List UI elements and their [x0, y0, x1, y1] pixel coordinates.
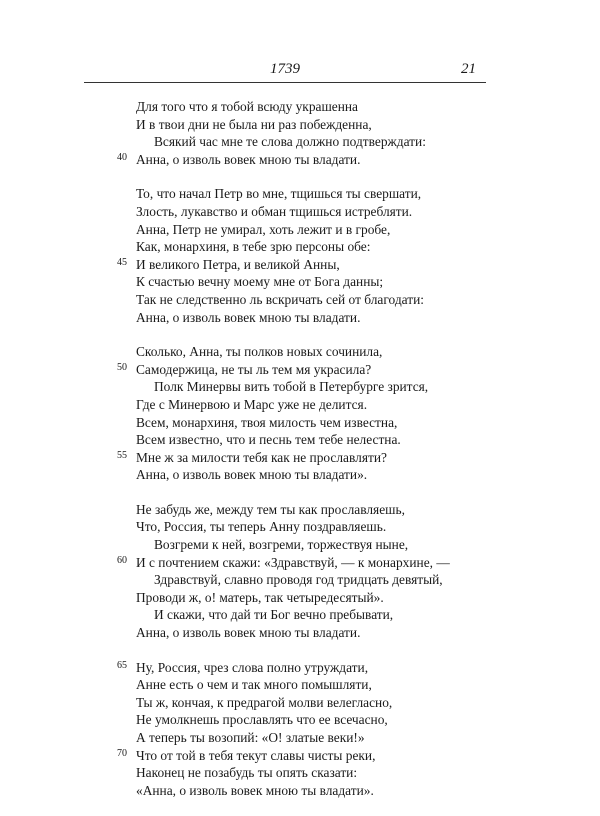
verse-line [136, 378, 496, 396]
verse-line [117, 449, 496, 467]
verse-line [136, 291, 496, 309]
verse-text: Всем известно, что и песнь тем тебе нелестна. [136, 432, 401, 448]
verse-text: Мне ж за милости тебя как не прославляти? [136, 449, 387, 465]
verse-line [136, 764, 496, 782]
verse-text: Анна, о изволь вовек мною ты владати. [136, 151, 361, 167]
verse-text: Анна, Петр не умирал, хоть лежит и в гробе, [136, 221, 391, 237]
stanza [117, 501, 496, 642]
verse-text: Для того что я тобой всюду украшенна [136, 99, 358, 114]
verse-text: И в твои дни не была ни раз побежденна, [136, 116, 372, 132]
verse-text: Самодержица, не ты ль тем мя украсила? [136, 361, 372, 377]
verse-text: Возгреми к ней, возгреми, торжествуя ныне, [154, 537, 409, 553]
verse-line [136, 238, 496, 256]
poem-body [117, 98, 496, 816]
line-number: 50 [117, 361, 127, 373]
line-number: 65 [117, 659, 127, 671]
line-number: 60 [117, 554, 127, 566]
verse-text: Так не следственно ль вскричать сей от благодати: [136, 291, 424, 307]
verse-text: Анна, о изволь вовек мною ты владати. [136, 625, 361, 641]
header-rule [84, 82, 486, 83]
verse-line [117, 361, 496, 379]
verse-line [136, 466, 496, 484]
verse-line [136, 343, 496, 361]
verse-line [136, 414, 496, 432]
verse-line [136, 116, 496, 134]
verse-text: Анна, о изволь вовек мною ты владати. [136, 309, 361, 325]
verse-line [136, 624, 496, 642]
verse-text: Что от той в тебя текут славы чисты реки, [136, 747, 376, 763]
verse-line [136, 571, 496, 589]
verse-line [136, 133, 496, 151]
verse-text: Наконец не позабудь ты опять сказати: [136, 765, 358, 781]
verse-text: То, что начал Петр во мне, тщишься ты свершати, [136, 186, 422, 202]
verse-line [136, 203, 496, 221]
verse-text: Анна, о изволь вовек мною ты владати». [136, 467, 368, 483]
verse-text: Всем, монархиня, твоя милость чем известна, [136, 414, 398, 430]
verse-line [136, 536, 496, 554]
verse-text: Не забудь же, между тем ты как прославляешь, [136, 501, 405, 517]
verse-line [136, 431, 496, 449]
line-number: 45 [117, 256, 127, 268]
verse-line [136, 396, 496, 414]
verse-line [136, 694, 496, 712]
verse-line [136, 185, 496, 203]
verse-text: К счастью вечну моему мне от Бога данны; [136, 274, 384, 290]
verse-text: Всякий час мне те слова должно подтверждати: [154, 134, 426, 150]
verse-text: Сколько, Анна, ты полков новых сочинила, [136, 344, 383, 360]
verse-text: И великого Петра, и великой Анны, [136, 256, 340, 272]
line-number: 70 [117, 747, 127, 759]
verse-text: Ты ж, кончая, к предрагой молви велегласно, [136, 694, 393, 710]
verse-line [136, 273, 496, 291]
verse-line [136, 221, 496, 239]
verse-line [136, 98, 496, 116]
verse-text: Ну, Россия, чрез слова полно утруждати, [136, 659, 369, 675]
verse-text: «Анна, о изволь вовек мною ты владати». [136, 782, 374, 798]
verse-text: Что, Россия, ты теперь Анну поздравляешь. [136, 519, 387, 535]
verse-line [117, 151, 496, 169]
running-header [84, 61, 486, 83]
verse-text: Как, монархиня, в тебе зрю персоны обе: [136, 239, 371, 255]
verse-line [136, 729, 496, 747]
verse-line [136, 606, 496, 624]
verse-text: Злость, лукавство и обман тщишься истребляти. [136, 203, 413, 219]
verse-line [136, 501, 496, 519]
verse-line [117, 554, 496, 572]
verse-text: Не умолкнешь прославлять что ее всечасно, [136, 712, 388, 728]
verse-line [117, 659, 496, 677]
verse-text: Полк Минервы вить тобой в Петербурге зрится, [154, 379, 429, 395]
verse-line [136, 782, 496, 800]
line-number: 55 [117, 449, 127, 461]
verse-line [136, 711, 496, 729]
verse-line [136, 309, 496, 327]
verse-line [117, 256, 496, 274]
verse-text: Проводи ж, о! матерь, так четыредесятый». [136, 589, 384, 605]
stanza [117, 659, 496, 800]
verse-text: И скажи, что дай ти Бог вечно пребывати, [154, 607, 394, 623]
verse-line [117, 747, 496, 765]
page-number: 21 [461, 61, 476, 77]
verse-text: И с почтением скажи: «Здравствуй, — к монархине, — [136, 554, 450, 570]
line-number: 40 [117, 151, 127, 163]
stanza [117, 185, 496, 326]
verse-line [136, 589, 496, 607]
stanza [117, 343, 496, 484]
verse-text: Где с Минервою и Марс уже не делится. [136, 396, 368, 412]
stanza [117, 98, 496, 168]
header-year: 1739 [270, 61, 300, 77]
verse-line [136, 676, 496, 694]
verse-text: Анне есть о чем и так много помышляти, [136, 677, 372, 693]
verse-text: А теперь ты возопий: «О! златые веки!» [136, 730, 365, 745]
verse-line [136, 518, 496, 536]
verse-text: Здравствуй, славно проводя год тридцать девятый, [154, 572, 443, 588]
